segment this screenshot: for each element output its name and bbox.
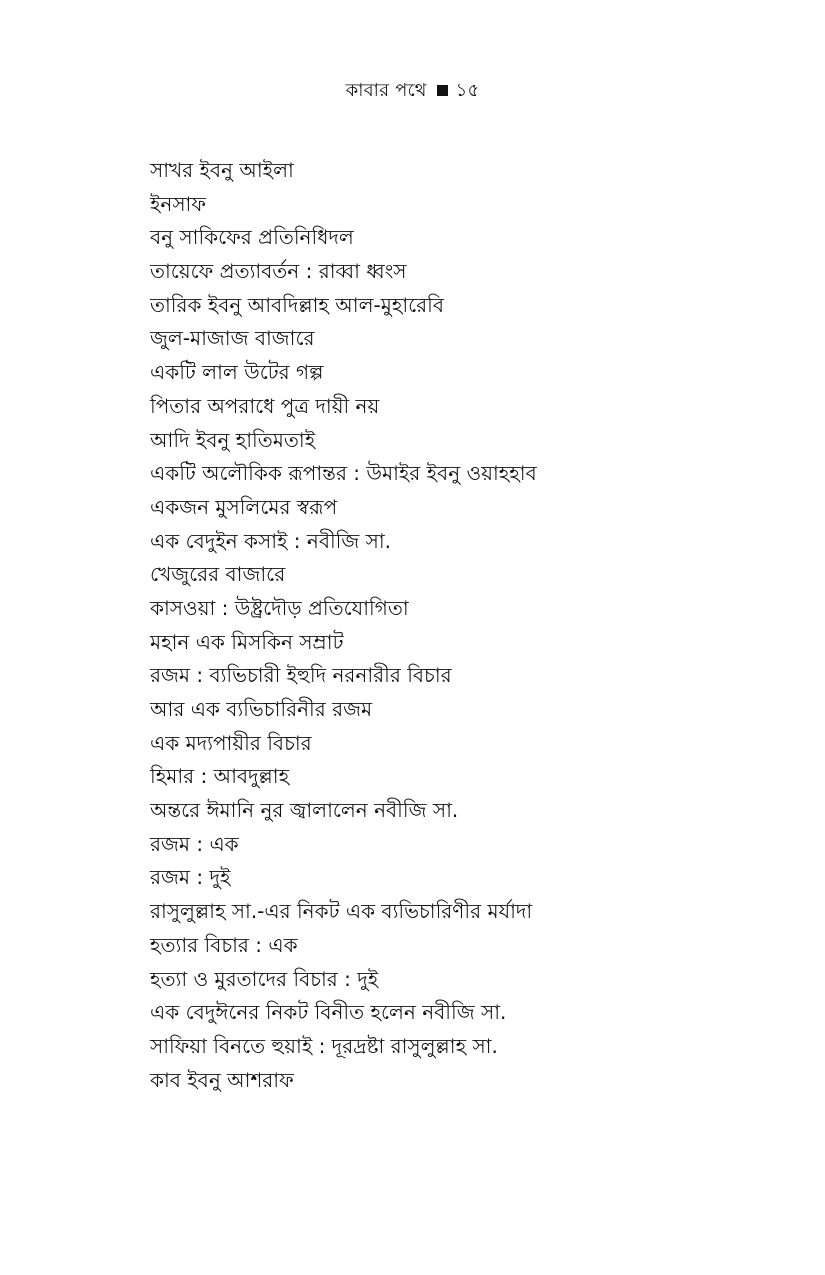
toc-entry: আদি ইবনু হাতিমতাই (150, 427, 316, 452)
toc-entry: ইনসাফ (150, 191, 206, 216)
toc-entry: একটি লাল উটের গল্প (150, 360, 324, 385)
toc-entry: হত্যা ও মুরতাদের বিচার : দুই (150, 966, 379, 991)
toc-entry: কাসওয়া : উষ্ট্রদৌড় প্রতিযোগিতা (150, 595, 409, 620)
toc-entry: আর এক ব্যভিচারিনীর রজম (150, 697, 373, 721)
toc-entry: সাফিয়া বিনতে হুয়াই : দূরদ্রষ্টা রাসুলুল্লাহ সা. (150, 1033, 498, 1058)
book-title: কাবার পথে (345, 80, 427, 101)
toc-entry: তারিক ইবনু আবদিল্লাহ আল-মুহারেবি (150, 292, 445, 317)
toc-entry: সাখর ইবনু আইলা (150, 158, 294, 182)
toc-entry: বনু সাকিফের প্রতিনিধিদল (150, 225, 354, 250)
toc-entry: একজন মুসলিমের স্বরূপ (150, 494, 338, 519)
toc-entry: এক বেদুঈনের নিকট বিনীত হলেন নবীজি সা. (150, 1000, 507, 1025)
square-separator-icon (437, 85, 448, 96)
toc-list (150, 154, 790, 1097)
toc-entry: রাসুলুল্লাহ সা.-এর নিকট এক ব্যভিচারিণীর মর্যাদা (150, 899, 533, 924)
toc-entry: এক মদ্যপায়ীর বিচার (150, 730, 312, 755)
page-number: ১৫ (455, 80, 480, 101)
toc-entry: একটি অলৌকিক রূপান্তর : উমাইর ইবনু ওয়াহহাব (150, 461, 537, 486)
toc-entry: জুল-মাজাজ বাজারে (150, 326, 315, 351)
toc-entry: এক বেদুইন কসাই : নবীজি সা. (150, 528, 392, 553)
running-header (0, 78, 825, 104)
toc-entry: রজম : এক (150, 831, 239, 856)
toc-entry: রজম : ব্যভিচারী ইহুদি নরনারীর বিচার (150, 663, 452, 688)
toc-entry: রজম : দুই (150, 865, 231, 890)
toc-entry: অন্তরে ঈমানি নুর জ্বালালেন নবীজি সা. (150, 798, 459, 823)
toc-entry: তায়েফে প্রত্যাবর্তন : রাব্বা ধ্বংস (150, 259, 407, 284)
toc-entry: হত্যার বিচার : এক (150, 932, 298, 957)
toc-entry: খেজুরের বাজারে (150, 562, 286, 587)
toc-entry: মহান এক মিসকিন সম্রাট (150, 629, 344, 654)
toc-entry: পিতার অপরাধে পুত্র দায়ী নয় (150, 393, 380, 418)
toc-entry: হিমার : আবদুল্লাহ (150, 764, 290, 789)
toc-entry: কাব ইবনু আশরাফ (150, 1067, 294, 1092)
